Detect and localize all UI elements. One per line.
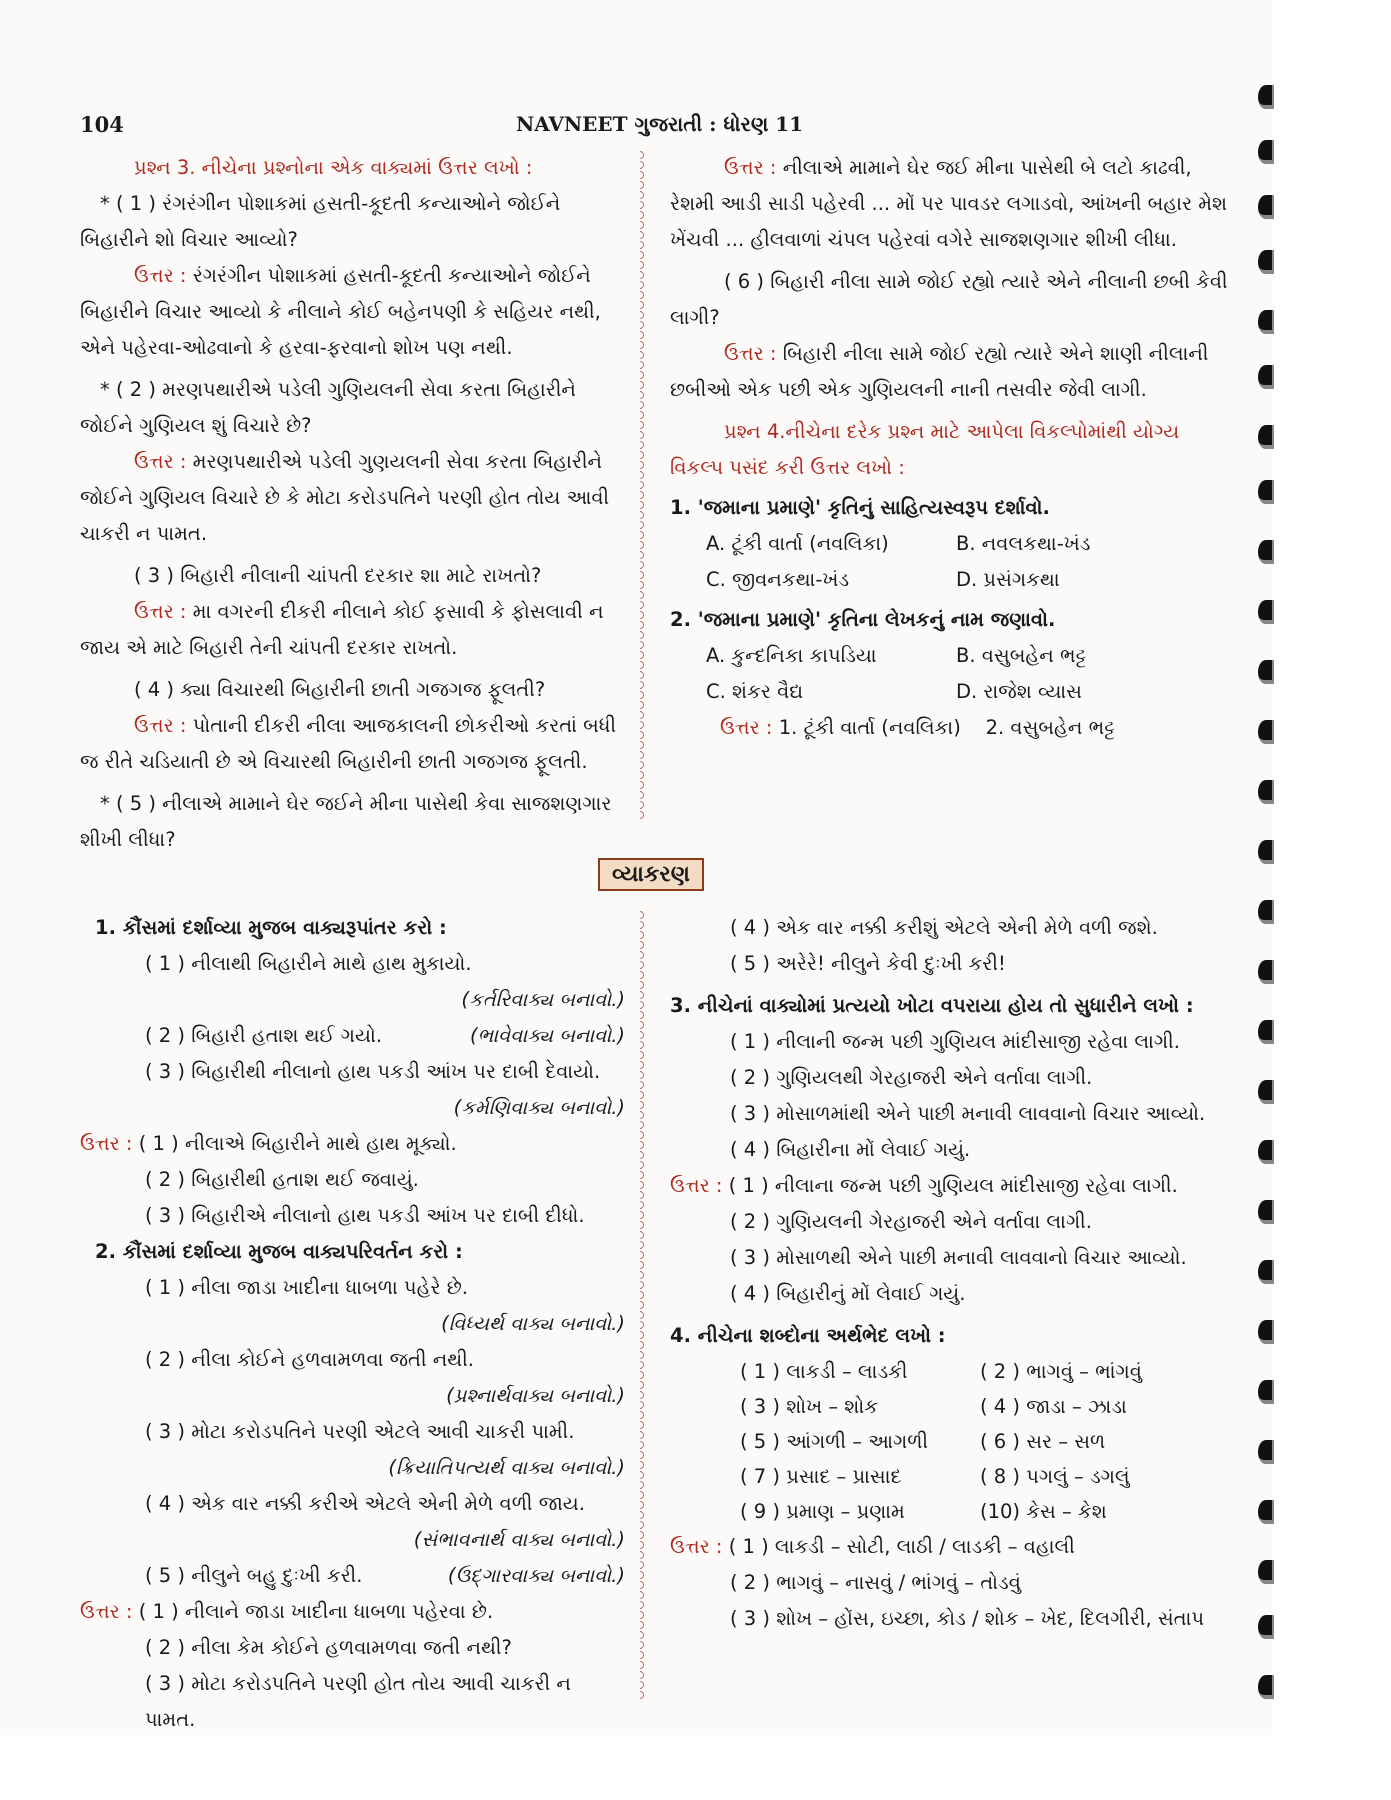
answer: ( 5 ) અરેરે! નીલુને કેવી દુઃખી કરી! xyxy=(730,952,1006,975)
left-top-column xyxy=(80,150,620,858)
answer: ( 1 ) નીલાના જન્મ પછી ગુણિયલ માંદીસાજી રહેવા લાગી. xyxy=(728,1174,1178,1197)
exercise-item: ( 4 ) એક વાર નક્કી કરીએ એટલે એની મેળે વળી જાય. xyxy=(145,1492,585,1515)
exercise-item: ( 1 ) નીલાથી બિહારીને માથે હાથ મુકાયો. xyxy=(145,952,472,975)
exercise-item: ( 3 ) બિહારીથી નીલાનો હાથ પકડી આંખ પર દાબી દેવાયો. xyxy=(145,1060,601,1083)
mcq-options xyxy=(670,638,1230,710)
exercise-item: ( 1 ) નીલા જાડા ખાદીના ધાબળા પહેરે છે. xyxy=(145,1276,469,1299)
word-pair: ( 2 ) ભાગવું – ભાંગવું xyxy=(980,1360,1142,1383)
grammar-section-title: વ્યાકરણ xyxy=(598,858,704,891)
mcq-answer: 2. વસુબહેન ભટ્ટ xyxy=(985,716,1115,739)
exercise-hint: (કર્તરિવાક્ય બનાવો.) xyxy=(461,988,625,1011)
answer: ( 2 ) નીલા કેમ કોઈને હળવામળવા જતી નથી? xyxy=(145,1636,512,1659)
mcq-question: 1. 'જમાના પ્રમાણે' કૃતિનું સાહિત્યસ્વરૂપ દર્શાવો. xyxy=(670,496,1050,519)
spiral-ring-icon xyxy=(1258,1320,1274,1344)
mcq-option: B. વસુબહેન ભટ્ટ xyxy=(956,644,1087,667)
answer: નીલાએ મામાને ઘેર જઈ મીના પાસેથી બે લટો કાઢવી, રેશમી આડી સાડી પહેરવી ... મોં પર પાવડર લગાડવો, આંખની બહાર મેશ ખેંચવી ... હીલવાળાં ચંપલ પહેરવાં વગેરે સાજશણગાર શીખી લીધા. xyxy=(670,156,1228,251)
exercise-item: ( 4 ) બિહારીના મોં લેવાઈ ગયું. xyxy=(730,1138,971,1161)
mcq-question: 2. 'જમાના પ્રમાણે' કૃતિના લેખકનું નામ જણાવો. xyxy=(670,608,1056,631)
exercise-item: ( 1 ) નીલાની જન્મ પછી ગુણિયલ માંદીસાજી રહેવા લાગી. xyxy=(730,1030,1180,1053)
answer: ( 4 ) એક વાર નક્કી કરીશું એટલે એની મેળે વળી જશે. xyxy=(730,916,1158,939)
spiral-ring-icon xyxy=(1258,85,1274,109)
spiral-ring-icon xyxy=(1258,780,1274,804)
word-pair: ( 4 ) જાડા – ઝાડા xyxy=(980,1395,1127,1418)
answer: ( 3 ) મોટા કરોડપતિને પરણી હોત તોય આવી ચાકરી ન પામત. xyxy=(145,1672,571,1731)
exercise-hint: (ક્રિયાતિપત્યર્થ વાક્ય બનાવો.) xyxy=(388,1456,625,1479)
exercise-item: ( 3 ) મોસાળમાંથી એને પાછી મનાવી લાવવાનો વિચાર આવ્યો. xyxy=(730,1102,1206,1125)
mcq-option: C. જીવનકથા-ખંડ xyxy=(706,568,850,591)
section-heading: 3. નીચેનાં વાક્યોમાં પ્રત્યયો ખોટા વપરાયા હોય તો સુધારીને લખો : xyxy=(670,994,1194,1017)
spiral-ring-icon xyxy=(1258,840,1274,864)
spiral-ring-icon xyxy=(1258,1440,1274,1464)
question: ( 4 ) ક્યા વિચારથી બિહારીની છાતી ગજગજ ફૂલતી? xyxy=(134,678,546,701)
question: * ( 1 ) રંગરંગીન પોશાકમાં હસતી-કૂદતી કન્યાઓને જોઈને બિહારીને શો વિચાર આવ્યો? xyxy=(80,192,561,251)
page-header-title: NAVNEET ગુજરાતી : ધોરણ 11 xyxy=(516,112,804,136)
spiral-ring-icon xyxy=(1258,250,1274,274)
answer: ( 2 ) ગુણિયલની ગેરહાજરી એને વર્તાવા લાગી. xyxy=(730,1210,1092,1233)
spiral-ring-icon xyxy=(1258,1080,1274,1104)
exercise-item: ( 2 ) નીલા કોઈને હળવામળવા જતી નથી. xyxy=(145,1348,474,1371)
spiral-ring-icon xyxy=(1258,1200,1274,1224)
word-pair: ( 1 ) લાકડી – લાડકી xyxy=(740,1360,908,1383)
word-pair: ( 8 ) પગલું – ડગલું xyxy=(980,1465,1130,1488)
answer-label: ઉત્તર : xyxy=(670,1535,723,1558)
spiral-ring-icon xyxy=(1258,1260,1274,1284)
exercise-hint: (વિધ્યર્થ વાક્ય બનાવો.) xyxy=(441,1312,625,1335)
column-divider xyxy=(640,150,650,820)
exercise-hint: (કર્મણિવાક્ય બનાવો.) xyxy=(453,1096,625,1119)
spiral-ring-icon xyxy=(1258,195,1274,219)
word-pair: ( 7 ) પ્રસાદ – પ્રાસાદ xyxy=(740,1465,902,1488)
spiral-ring-icon xyxy=(1258,425,1274,449)
answer-label: ઉત્તર : xyxy=(134,600,187,623)
mcq-option: D. રાજેશ વ્યાસ xyxy=(956,680,1082,703)
answer-label: ઉત્તર : xyxy=(80,1132,133,1155)
spiral-ring-icon xyxy=(1258,1560,1274,1584)
mcq-option: D. પ્રસંગકથા xyxy=(956,568,1060,591)
answer: બિહારી નીલા સામે જોઈ રહ્યો ત્યારે એને શાણી નીલાની છબીઓ એક પછી એક ગુણિયલની નાની તસવીર જેવી લાગી. xyxy=(670,342,1209,401)
mcq-answer: 1. ટૂંકી વાર્તા (નવલિકા) xyxy=(778,716,961,739)
spiral-ring-icon xyxy=(1258,1020,1274,1044)
mcq-options xyxy=(670,526,1230,598)
section-heading: 2. કૌંસમાં દર્શાવ્યા મુજબ વાક્યપરિવર્તન કરો : xyxy=(95,1240,463,1263)
spiral-ring-icon xyxy=(1258,660,1274,684)
grammar-left-column xyxy=(80,910,625,1738)
exercise-hint: (ભાવેવાક્ય બનાવો.) xyxy=(470,1024,625,1047)
answer: ( 1 ) નીલાને જાડા ખાદીના ધાબળા પહેરવા છે. xyxy=(138,1600,494,1623)
spiral-ring-icon xyxy=(1258,1615,1274,1639)
mcq-option: A. કુન્દનિકા કાપડિયા xyxy=(706,644,877,667)
answer: પોતાની દીકરી નીલા આજકાલની છોકરીઓ કરતાં બધી જ રીતે ચડિયાતી છે એ વિચારથી બિહારીની છાતી ગજગજ ફૂલતી. xyxy=(80,714,617,773)
exercise-item: ( 5 ) નીલુને બહુ દુઃખી કરી. xyxy=(145,1564,363,1587)
exercise-hint: (ઉદ્ગારવાક્ય બનાવો.) xyxy=(447,1564,625,1587)
word-pair: ( 5 ) આંગળી – આગળી xyxy=(740,1430,929,1453)
word-pairs xyxy=(670,1354,1230,1529)
exercise-hint: (સંભાવનાર્થ વાક્ય બનાવો.) xyxy=(413,1528,625,1551)
word-pair: (10) કેસ – કેશ xyxy=(980,1500,1107,1523)
answer: ( 1 ) લાકડી – સોટી, લાઠી / લાડકી – વહાલી xyxy=(728,1535,1075,1558)
section-heading: 4. નીચેના શબ્દોના અર્થભેદ લખો : xyxy=(670,1324,946,1347)
spiral-ring-icon xyxy=(1258,140,1274,164)
page-number: 104 xyxy=(80,112,124,137)
spiral-ring-icon xyxy=(1258,1380,1274,1404)
answer: ( 1 ) નીલાએ બિહારીને માથે હાથ મૂક્યો. xyxy=(138,1132,457,1155)
word-pair: ( 9 ) પ્રમાણ – પ્રણામ xyxy=(740,1500,905,1523)
exercise-item: ( 2 ) બિહારી હતાશ થઈ ગયો. xyxy=(145,1024,383,1047)
mcq-option: A. ટૂંકી વાર્તા (નવલિકા) xyxy=(706,532,889,555)
answer-label: ઉત્તર : xyxy=(724,156,777,179)
question: ( 6 ) બિહારી નીલા સામે જોઈ રહ્યો ત્યારે એને નીલાની છબી કેવી લાગી? xyxy=(670,270,1228,329)
answer-label: ઉત્તર : xyxy=(134,450,187,473)
answer: ( 3 ) શોખ – હોંસ, ઇચ્છા, કોડ / શોક – ખેદ, દિલગીરી, સંતાપ xyxy=(730,1607,1205,1630)
word-pair: ( 3 ) શોખ – શોક xyxy=(740,1395,878,1418)
spiral-ring-icon xyxy=(1258,480,1274,504)
question: * ( 5 ) નીલાએ મામાને ઘેર જઈને મીના પાસેથી કેવા સાજશણગાર શીખી લીધા? xyxy=(80,792,612,851)
mcq-option: B. નવલકથા-ખંડ xyxy=(956,532,1091,555)
answer-label: ઉત્તર : xyxy=(134,264,187,287)
grammar-right-column xyxy=(670,910,1230,1637)
answer: ( 4 ) બિહારીનું મોં લેવાઈ ગયું. xyxy=(730,1282,966,1305)
answer: ( 2 ) બિહારીથી હતાશ થઈ જવાયું. xyxy=(145,1168,419,1191)
right-top-column xyxy=(670,150,1230,746)
answer-label: ઉત્તર : xyxy=(670,1174,723,1197)
answer: ( 3 ) મોસાળથી એને પાછી મનાવી લાવવાનો વિચાર આવ્યો. xyxy=(730,1246,1187,1269)
question: * ( 2 ) મરણપથારીએ પડેલી ગુણિયલની સેવા કરતા બિહારીને જોઈને ગુણિયલ શું વિચારે છે? xyxy=(80,378,576,437)
mcq-option: C. શંકર વૈદ્ય xyxy=(706,680,804,703)
spiral-ring-icon xyxy=(1258,540,1274,564)
spiral-ring-icon xyxy=(1258,900,1274,924)
spiral-ring-icon xyxy=(1258,1140,1274,1164)
answer: મા વગરની દીકરી નીલાને કોઈ ફસાવી કે ફોસલાવી ન જાય એ માટે બિહારી તેની ચાંપતી દરકાર રાખતો. xyxy=(80,600,604,659)
exercise-hint: (પ્રશ્નાર્થવાક્ય બનાવો.) xyxy=(446,1384,625,1407)
spiral-ring-icon xyxy=(1258,600,1274,624)
answer-label: ઉત્તર : xyxy=(134,714,187,737)
answer: ( 3 ) બિહારીએ નીલાનો હાથ પકડી આંખ પર દાબી દીધો. xyxy=(145,1204,585,1227)
column-divider xyxy=(640,910,650,1700)
spiral-ring-icon xyxy=(1258,310,1274,334)
exercise-item: ( 3 ) મોટા કરોડપતિને પરણી એટલે આવી ચાકરી પામી. xyxy=(145,1420,575,1443)
spiral-ring-icon xyxy=(1258,720,1274,744)
question4-heading: પ્રશ્ન 4.નીચેના દરેક પ્રશ્ન માટે આપેલા વિકલ્પોમાંથી યોગ્ય વિકલ્પ પસંદ કરી ઉત્તર લખો : xyxy=(670,420,1180,479)
answer: ( 2 ) ભાગવું – નાસવું / ભાંગવું – તોડવું xyxy=(730,1571,1021,1594)
exercise-item: ( 2 ) ગુણિયલથી ગેરહાજરી એને વર્તાવા લાગી. xyxy=(730,1066,1093,1089)
answer-label: ઉત્તર : xyxy=(720,716,773,739)
spiral-ring-icon xyxy=(1258,960,1274,984)
answer-label: ઉત્તર : xyxy=(724,342,777,365)
question: ( 3 ) બિહારી નીલાની ચાંપતી દરકાર શા માટે રાખતો? xyxy=(134,564,542,587)
word-pair: ( 6 ) સર – સળ xyxy=(980,1430,1106,1453)
spiral-ring-icon xyxy=(1258,365,1274,389)
question3-heading: પ્રશ્ન 3. નીચેના પ્રશ્નોના એક વાક્યમાં ઉત્તર લખો : xyxy=(134,156,533,179)
spiral-ring-icon xyxy=(1258,1500,1274,1524)
answer: મરણપથારીએ પડેલી ગુણયલની સેવા કરતા બિહારીને જોઈને ગુણિયલ વિચારે છે કે મોટા કરોડપતિને પરણી હોત તોય આવી ચાકરી ન પામત. xyxy=(80,450,610,545)
answer: રંગરંગીન પોશાકમાં હસતી-કૂદતી કન્યાઓને જોઈને બિહારીને વિચાર આવ્યો કે નીલાને કોઈ બહેનપણી કે સહિયર નથી, એને પહેરવા-ઓઢવાનો કે હરવા-ફરવાનો શોખ પણ નથી. xyxy=(80,264,601,359)
section-heading: 1. કૌંસમાં દર્શાવ્યા મુજબ વાક્યરૂપાંતર કરો : xyxy=(95,916,447,939)
answer-label: ઉત્તર : xyxy=(80,1600,133,1623)
spiral-ring-icon xyxy=(1258,1675,1274,1699)
